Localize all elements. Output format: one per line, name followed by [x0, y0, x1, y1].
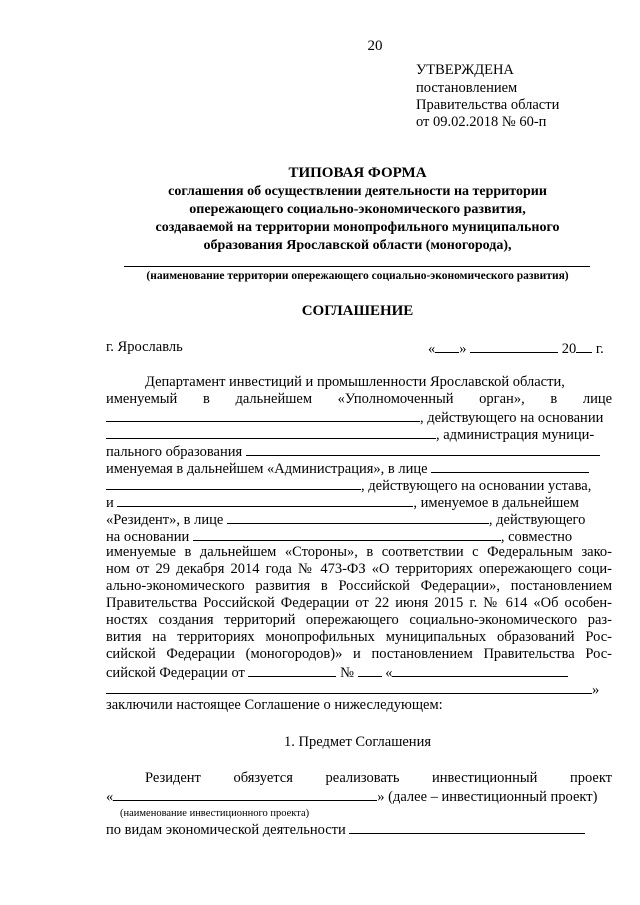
paragraph-line-8: и , именуемое в дальнейшем: [106, 495, 579, 511]
paragraph-conclusion: заключили настоящее Соглашение о нижеследующем:: [106, 697, 443, 713]
day-blank: [435, 339, 459, 353]
decree-number-blank: [358, 663, 382, 677]
representative-blank: [106, 408, 420, 422]
paragraph-line-11: именуемые в дальнейшем «Стороны», в соответствии с Федеральным зако-: [106, 544, 612, 560]
paragraph-line-9: «Резидент», в лице , действующего: [106, 512, 586, 528]
paragraph-line-15: ностях создания территорий опережающего социально-экономического раз-: [106, 612, 612, 628]
municipality-blank: [246, 442, 600, 456]
section-line-3: по видам экономической деятельности: [106, 820, 612, 839]
territory-name-blank: [124, 266, 590, 267]
page-number: 20: [367, 38, 383, 54]
paragraph-line-2: именуемый в дальнейшем «Уполномоченный орган», в лице: [106, 391, 613, 407]
decree-date-blank: [248, 663, 336, 677]
paragraph-line-5: пального образования: [106, 442, 612, 461]
paragraph-line-17: сийской Федерации (моногородов)» и постановлением Правительства Рос-: [106, 646, 612, 662]
paragraph-line-10: на основании , совместно: [106, 529, 573, 545]
paragraph-line-13: ально-экономического развития в Российской Федерации», постановлением: [106, 578, 612, 594]
date-quote: «: [428, 341, 436, 357]
agreement-date: [428, 339, 604, 358]
approval-line: Правительства области: [416, 97, 560, 113]
paragraph-line: Департамент инвестиций и промышленности Ярославской области,: [145, 374, 565, 390]
year-suffix: г.: [595, 341, 604, 357]
paragraph-line-7: , действующего на основании устава,: [106, 476, 612, 495]
section-title: 1. Предмет Соглашения: [283, 734, 431, 750]
admin-name-blank: [106, 476, 361, 490]
paragraph-line-12: ном от 29 декабря 2014 года № 473-ФЗ «О территориях опережающего соци-: [106, 561, 612, 577]
project-caption: (наименование инвестиционного проекта): [120, 808, 310, 819]
paragraph-line-14: Правительства Российской Федерации от 22 июня 2015 г. № 614 «Об особен-: [106, 595, 612, 611]
form-subtitle-line: соглашения об осуществлении деятельности на территории: [168, 184, 547, 199]
form-subtitle-line: образования Ярославской области (моногорода),: [203, 238, 512, 253]
city: г. Ярославль: [106, 339, 183, 355]
paragraph-line-3: , действующего на основании: [106, 408, 612, 427]
resident-representative-blank: [227, 510, 489, 524]
decree-title-continuation-blank: [106, 680, 592, 694]
year-prefix: 20: [561, 341, 577, 357]
admin-representative-blank: [431, 459, 589, 473]
date-quote: »: [459, 341, 467, 357]
resident-name-blank: [117, 493, 413, 507]
agreement-title: СОГЛАШЕНИЕ: [301, 303, 414, 319]
form-subtitle-line: опережающего социально-экономического развития,: [189, 202, 526, 217]
month-blank: [470, 339, 558, 353]
approval-date: от 09.02.2018 № 60-п: [416, 114, 547, 130]
paragraph-line-16: вития на территориях монопрофильных муниципальных образований Рос-: [106, 629, 612, 645]
form-title: ТИПОВАЯ ФОРМА: [288, 165, 427, 181]
paragraph-line-18: сийской Федерации от № «: [106, 663, 612, 682]
activity-type-blank: [349, 820, 585, 834]
section-line-1: Резидент обязуется реализовать инвестиционный проект: [145, 770, 613, 786]
year-blank: [576, 339, 592, 353]
approval-stamp: УТВЕРЖДЕНА: [416, 62, 514, 78]
section-line-2: « » (далее – инвестиционный проект): [106, 789, 598, 805]
project-name-blank: [113, 787, 377, 801]
paragraph-line-4: , администрация муници-: [106, 425, 612, 444]
territory-caption: (наименование территории опережающего социально-экономического развития): [146, 270, 569, 282]
decree-title-blank: [392, 663, 568, 677]
form-subtitle-line: создаваемой на территории монопрофильного муниципального: [155, 220, 560, 235]
basis-blank: [106, 425, 436, 439]
paragraph-line-6: именуемая в дальнейшем «Администрация», в лице: [106, 459, 612, 478]
paragraph-line-19: »: [106, 680, 612, 699]
approval-line: постановлением: [416, 80, 518, 96]
resident-basis-blank: [193, 527, 501, 541]
